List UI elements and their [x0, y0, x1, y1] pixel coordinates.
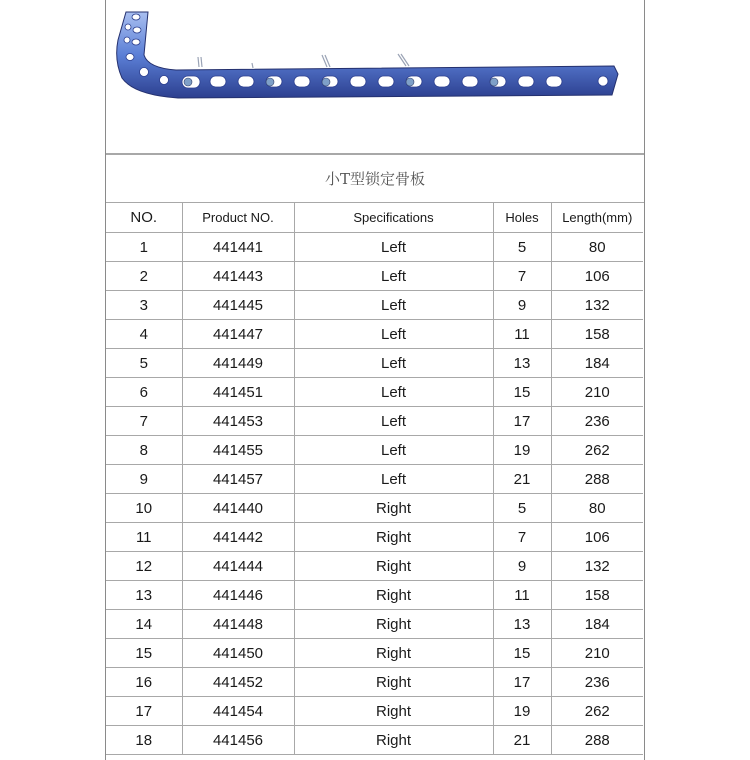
table-row	[106, 349, 643, 378]
cell-holes: 7	[493, 262, 551, 291]
cell-specification: Left	[294, 262, 493, 291]
cell-specification: Left	[294, 233, 493, 262]
cell-no: 14	[106, 610, 182, 639]
table-row	[106, 697, 643, 726]
header-no: NO.	[106, 203, 182, 233]
cell-specification: Right	[294, 581, 493, 610]
cell-no: 12	[106, 552, 182, 581]
cell-holes: 17	[493, 668, 551, 697]
cell-holes: 13	[493, 610, 551, 639]
product-image-area	[106, 0, 644, 155]
cell-no: 8	[106, 436, 182, 465]
cell-length: 106	[551, 262, 643, 291]
cell-holes: 11	[493, 581, 551, 610]
cell-holes: 5	[493, 494, 551, 523]
cell-product-no: 441440	[182, 494, 294, 523]
specification-table	[106, 203, 643, 755]
cell-specification: Left	[294, 349, 493, 378]
cell-holes: 21	[493, 726, 551, 755]
cell-specification: Left	[294, 436, 493, 465]
cell-holes: 19	[493, 436, 551, 465]
cell-no: 9	[106, 465, 182, 494]
cell-specification: Right	[294, 494, 493, 523]
cell-product-no: 441450	[182, 639, 294, 668]
cell-product-no: 441446	[182, 581, 294, 610]
cell-length: 210	[551, 639, 643, 668]
cell-no: 7	[106, 407, 182, 436]
cell-length: 158	[551, 320, 643, 349]
cell-specification: Left	[294, 291, 493, 320]
table-row	[106, 523, 643, 552]
cell-length: 184	[551, 610, 643, 639]
table-row	[106, 262, 643, 291]
header-specifications: Specifications	[294, 203, 493, 233]
cell-length: 288	[551, 465, 643, 494]
cell-product-no: 441454	[182, 697, 294, 726]
cell-specification: Left	[294, 378, 493, 407]
cell-length: 158	[551, 581, 643, 610]
cell-product-no: 441457	[182, 465, 294, 494]
cell-no: 1	[106, 233, 182, 262]
cell-holes: 9	[493, 291, 551, 320]
cell-length: 80	[551, 494, 643, 523]
cell-length: 210	[551, 378, 643, 407]
cell-length: 80	[551, 233, 643, 262]
table-row	[106, 291, 643, 320]
table-row	[106, 668, 643, 697]
table-row	[106, 320, 643, 349]
cell-product-no: 441444	[182, 552, 294, 581]
cell-product-no: 441445	[182, 291, 294, 320]
cell-length: 132	[551, 291, 643, 320]
cell-length: 262	[551, 436, 643, 465]
table-row	[106, 465, 643, 494]
table-row	[106, 552, 643, 581]
cell-no: 10	[106, 494, 182, 523]
cell-no: 11	[106, 523, 182, 552]
table-row	[106, 726, 643, 755]
table-row	[106, 494, 643, 523]
table-row	[106, 378, 643, 407]
cell-length: 262	[551, 697, 643, 726]
cell-holes: 17	[493, 407, 551, 436]
table-row	[106, 436, 643, 465]
cell-holes: 9	[493, 552, 551, 581]
bone-plate-image	[106, 0, 646, 155]
cell-no: 4	[106, 320, 182, 349]
cell-holes: 19	[493, 697, 551, 726]
cell-holes: 13	[493, 349, 551, 378]
cell-holes: 21	[493, 465, 551, 494]
header-product-no: Product NO.	[182, 203, 294, 233]
cell-length: 236	[551, 407, 643, 436]
cell-product-no: 441455	[182, 436, 294, 465]
cell-specification: Left	[294, 407, 493, 436]
cell-no: 2	[106, 262, 182, 291]
cell-product-no: 441456	[182, 726, 294, 755]
cell-product-no: 441449	[182, 349, 294, 378]
cell-product-no: 441442	[182, 523, 294, 552]
cell-specification: Right	[294, 639, 493, 668]
cell-holes: 7	[493, 523, 551, 552]
cell-product-no: 441453	[182, 407, 294, 436]
cell-no: 5	[106, 349, 182, 378]
cell-specification: Right	[294, 523, 493, 552]
cell-product-no: 441441	[182, 233, 294, 262]
cell-specification: Left	[294, 465, 493, 494]
cell-length: 106	[551, 523, 643, 552]
cell-no: 13	[106, 581, 182, 610]
cell-specification: Right	[294, 668, 493, 697]
cell-product-no: 441443	[182, 262, 294, 291]
cell-specification: Right	[294, 697, 493, 726]
header-length: Length(mm)	[551, 203, 643, 233]
cell-holes: 11	[493, 320, 551, 349]
cell-product-no: 441451	[182, 378, 294, 407]
cell-holes: 15	[493, 639, 551, 668]
cell-specification: Right	[294, 552, 493, 581]
cell-no: 17	[106, 697, 182, 726]
cell-no: 16	[106, 668, 182, 697]
table-row	[106, 581, 643, 610]
spec-sheet-frame	[105, 0, 645, 760]
cell-no: 15	[106, 639, 182, 668]
header-holes: Holes	[493, 203, 551, 233]
cell-specification: Right	[294, 726, 493, 755]
table-row	[106, 407, 643, 436]
cell-specification: Left	[294, 320, 493, 349]
cell-holes: 5	[493, 233, 551, 262]
cell-product-no: 441447	[182, 320, 294, 349]
cell-no: 3	[106, 291, 182, 320]
cell-holes: 15	[493, 378, 551, 407]
table-row	[106, 610, 643, 639]
cell-product-no: 441448	[182, 610, 294, 639]
cell-no: 6	[106, 378, 182, 407]
cell-no: 18	[106, 726, 182, 755]
cell-length: 132	[551, 552, 643, 581]
table-row	[106, 233, 643, 262]
table-header-row	[106, 203, 643, 233]
table-row	[106, 639, 643, 668]
product-title: 小T型锁定骨板	[106, 155, 644, 203]
cell-specification: Right	[294, 610, 493, 639]
cell-length: 184	[551, 349, 643, 378]
cell-length: 288	[551, 726, 643, 755]
cell-product-no: 441452	[182, 668, 294, 697]
cell-length: 236	[551, 668, 643, 697]
